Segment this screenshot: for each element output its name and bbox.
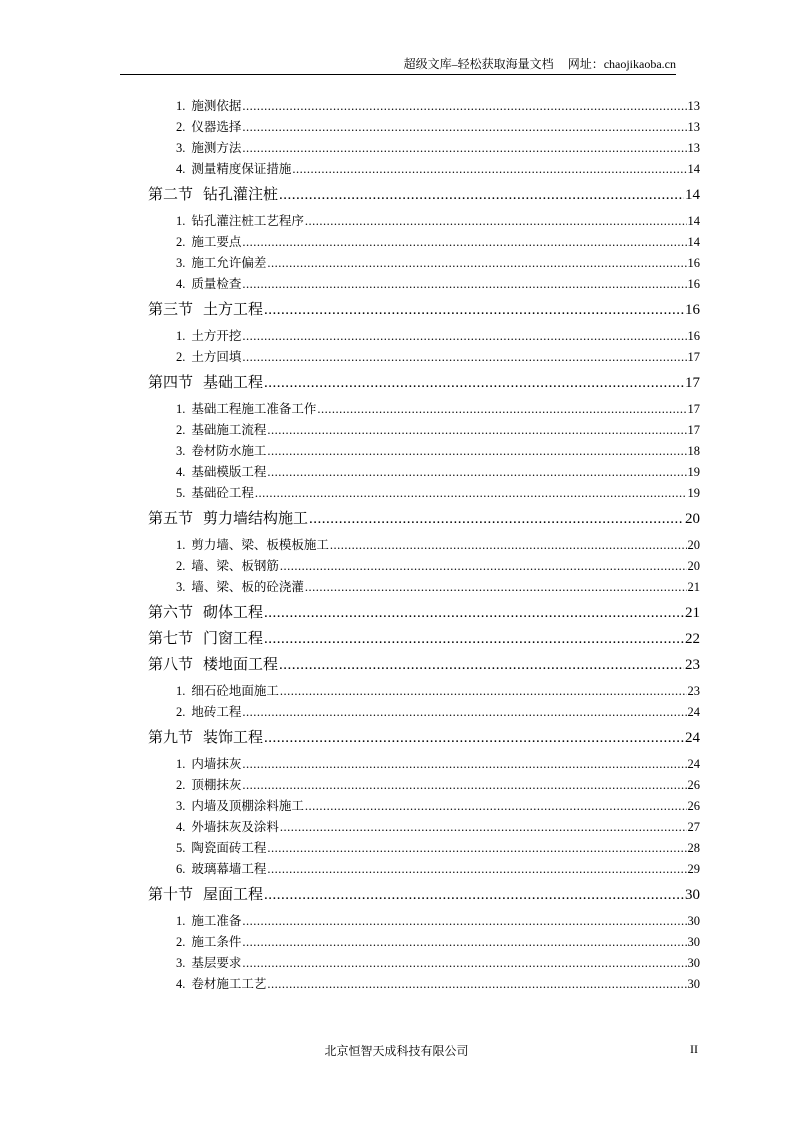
toc-entry-label: 墙、梁、板钢筋 [191, 559, 279, 573]
dot-leader [242, 138, 686, 159]
dot-leader [280, 817, 687, 838]
toc-entry-title [176, 159, 291, 180]
toc-subsection-entry[interactable] [148, 817, 700, 838]
toc-entry-label: 楼地面工程 [203, 657, 279, 673]
toc-section-entry[interactable] [148, 373, 700, 394]
toc-entry-label: 基础模版工程 [191, 465, 267, 479]
toc-section-entry[interactable] [148, 728, 700, 749]
dot-leader [267, 253, 686, 274]
toc-entry-number: 3. [176, 956, 186, 970]
dot-leader [330, 535, 687, 556]
toc-entry-page: 30 [685, 887, 700, 903]
dot-leader [279, 185, 684, 206]
dot-leader [292, 159, 686, 180]
toc-subsection-entry[interactable] [148, 462, 700, 483]
toc-entry-page: 16 [687, 277, 700, 291]
toc-subsection-entry[interactable] [148, 556, 700, 577]
toc-entry-title [176, 859, 266, 880]
toc-entry-number: 4. [176, 162, 186, 176]
toc-subsection-entry[interactable] [148, 138, 700, 159]
toc-entry-page: 23 [685, 657, 700, 673]
toc-entry-page: 19 [687, 465, 700, 479]
toc-entry-title [176, 483, 254, 504]
toc-entry-number: 2. [176, 235, 186, 249]
toc-subsection-entry[interactable] [148, 859, 700, 880]
toc-subsection-entry[interactable] [148, 274, 700, 295]
dot-leader [255, 483, 687, 504]
toc-entry-page: 14 [687, 162, 700, 176]
toc-entry-number: 1. [176, 538, 186, 552]
toc-subsection-entry[interactable] [148, 96, 700, 117]
dot-leader [242, 232, 686, 253]
dot-leader [305, 577, 687, 598]
toc-entry-title [176, 838, 266, 859]
toc-entry-title [176, 211, 304, 232]
dot-leader [264, 373, 684, 394]
dot-leader [267, 462, 686, 483]
dot-leader [267, 838, 686, 859]
toc-entry-label: 施工要点 [191, 235, 242, 249]
toc-subsection-entry[interactable] [148, 796, 700, 817]
toc-entry-number: 3. [176, 256, 186, 270]
toc-entry-label: 土方工程 [203, 302, 264, 318]
toc-entry-title [176, 796, 304, 817]
toc-entry-page: 30 [687, 914, 700, 928]
toc-entry-title [176, 326, 241, 347]
toc-entry-number: 2. [176, 559, 186, 573]
toc-entry-label: 墙、梁、板的砼浇灌 [191, 580, 304, 594]
toc-entry-title [176, 462, 266, 483]
toc-entry-number: 第六节 [148, 605, 194, 621]
dot-leader [242, 117, 686, 138]
toc-entry-page: 16 [687, 329, 700, 343]
dot-leader [309, 509, 684, 530]
toc-entry-number: 1. [176, 214, 186, 228]
toc-entry-page: 17 [687, 423, 700, 437]
dot-leader [264, 603, 684, 624]
toc-entry-page: 17 [687, 350, 700, 364]
toc-entry-label: 卷材施工工艺 [191, 977, 267, 991]
toc-entry-page: 13 [687, 99, 700, 113]
header-site: 网址：chaojikaoba.cn [567, 57, 676, 71]
toc-entry-number: 3. [176, 580, 186, 594]
dot-leader [279, 655, 684, 676]
toc-entry-page: 21 [685, 605, 700, 621]
toc-entry-page: 20 [685, 511, 700, 527]
toc-entry-number: 4. [176, 977, 186, 991]
toc-subsection-entry[interactable] [148, 253, 700, 274]
toc-subsection-entry[interactable] [148, 535, 700, 556]
dot-leader [242, 754, 686, 775]
toc-entry-page: 16 [687, 256, 700, 270]
toc-entry-label: 钻孔灌注桩 [203, 187, 279, 203]
toc-entry-label: 基础施工流程 [191, 423, 267, 437]
toc-entry-label: 基础工程施工准备工作 [191, 402, 317, 416]
dot-leader [280, 681, 687, 702]
toc-entry-title [176, 420, 266, 441]
toc-entry-label: 剪力墙结构施工 [203, 511, 309, 527]
toc-subsection-entry[interactable] [148, 211, 700, 232]
toc-subsection-entry[interactable] [148, 420, 700, 441]
toc-entry-page: 13 [687, 120, 700, 134]
toc-entry-number: 第八节 [148, 657, 194, 673]
toc-entry-title [148, 629, 263, 650]
toc-section-entry[interactable] [148, 603, 700, 624]
toc-entry-page: 17 [687, 402, 700, 416]
toc-entry-number: 4. [176, 465, 186, 479]
toc-subsection-entry[interactable] [148, 932, 700, 953]
toc-entry-page: 14 [687, 235, 700, 249]
toc-entry-number: 2. [176, 935, 186, 949]
toc-entry-title [176, 702, 241, 723]
toc-subsection-entry[interactable] [148, 911, 700, 932]
toc-entry-number: 1. [176, 914, 186, 928]
toc-entry-page: 17 [685, 375, 700, 391]
toc-subsection-entry[interactable] [148, 577, 700, 598]
toc-section-entry[interactable] [148, 629, 700, 650]
toc-entry-number: 第二节 [148, 187, 194, 203]
dot-leader [267, 974, 686, 995]
toc-entry-page: 19 [687, 486, 700, 500]
toc-section-entry[interactable] [148, 300, 700, 321]
toc-subsection-entry[interactable] [148, 838, 700, 859]
toc-entry-label: 顶棚抹灰 [191, 778, 242, 792]
toc-entry-label: 屋面工程 [203, 887, 264, 903]
toc-entry-page: 20 [687, 538, 700, 552]
toc-entry-page: 24 [687, 757, 700, 771]
toc-entry-page: 22 [685, 631, 700, 647]
toc-entry-title [176, 274, 241, 295]
toc-entry-page: 16 [685, 302, 700, 318]
toc-entry-title [176, 953, 241, 974]
toc-entry-page: 29 [687, 862, 700, 876]
toc-section-entry[interactable] [148, 885, 700, 906]
toc-entry-page: 26 [687, 799, 700, 813]
toc-entry-page: 14 [687, 214, 700, 228]
toc-entry-label: 基层要求 [191, 956, 242, 970]
toc-entry-number: 4. [176, 820, 186, 834]
toc-entry-title [176, 138, 241, 159]
toc-entry-title [176, 441, 266, 462]
toc-entry-label: 施测依据 [191, 99, 242, 113]
toc-entry-label: 门窗工程 [203, 631, 264, 647]
toc-entry-label: 钻孔灌注桩工艺程序 [191, 214, 304, 228]
toc-entry-label: 外墙抹灰及涂料 [191, 820, 279, 834]
toc-subsection-entry[interactable] [148, 441, 700, 462]
toc-entry-label: 基础砼工程 [191, 486, 254, 500]
footer-company: 北京恒智天成科技有限公司 [324, 1044, 469, 1058]
dot-leader [267, 859, 686, 880]
toc-entry-number: 3. [176, 141, 186, 155]
toc-entry-title [148, 885, 263, 906]
toc-entry-number: 1. [176, 757, 186, 771]
toc-entry-title [176, 253, 266, 274]
toc-entry-number: 第七节 [148, 631, 194, 647]
toc-entry-title [148, 655, 278, 676]
toc-entry-number: 2. [176, 350, 186, 364]
toc-entry-title [176, 974, 266, 995]
toc-entry-number: 2. [176, 423, 186, 437]
toc-entry-number: 第四节 [148, 375, 194, 391]
toc-entry-title [148, 509, 308, 530]
toc-entry-number: 第五节 [148, 511, 194, 527]
dot-leader [242, 953, 686, 974]
toc-subsection-entry[interactable] [148, 775, 700, 796]
toc-subsection-entry[interactable] [148, 681, 700, 702]
toc-entry-number: 1. [176, 684, 186, 698]
toc-entry-title [148, 300, 263, 321]
toc-entry-number: 第三节 [148, 302, 194, 318]
toc-subsection-entry[interactable] [148, 399, 700, 420]
dot-leader [264, 728, 684, 749]
toc-entry-label: 施工条件 [191, 935, 242, 949]
toc-section-entry[interactable] [148, 185, 700, 206]
toc-entry-number: 5. [176, 841, 186, 855]
toc-entry-title [176, 399, 316, 420]
toc-entry-title [176, 535, 329, 556]
toc-entry-title [176, 754, 241, 775]
toc-entry-number: 2. [176, 120, 186, 134]
toc-entry-label: 内墙及顶棚涂料施工 [191, 799, 304, 813]
dot-leader [242, 932, 686, 953]
toc-entry-page: 30 [687, 977, 700, 991]
toc-subsection-entry[interactable] [148, 159, 700, 180]
toc-entry-label: 仪器选择 [191, 120, 242, 134]
toc-subsection-entry[interactable] [148, 117, 700, 138]
toc-entry-page: 30 [687, 956, 700, 970]
toc-entry-title [176, 556, 279, 577]
toc-entry-number: 6. [176, 862, 186, 876]
dot-leader [242, 775, 686, 796]
toc-entry-title [176, 817, 279, 838]
toc-entry-title [176, 681, 279, 702]
toc-entry-label: 测量精度保证措施 [191, 162, 292, 176]
toc-entry-label: 施测方法 [191, 141, 242, 155]
toc-entry-label: 土方开挖 [191, 329, 242, 343]
toc-entry-label: 细石砼地面施工 [191, 684, 279, 698]
toc-entry-title [176, 775, 241, 796]
toc-entry-label: 基础工程 [203, 375, 264, 391]
dot-leader [267, 420, 686, 441]
toc-entry-label: 玻璃幕墙工程 [191, 862, 267, 876]
toc-entry-page: 27 [687, 820, 700, 834]
page-header [120, 56, 676, 75]
toc-entry-page: 18 [687, 444, 700, 458]
toc-entry-label: 地砖工程 [191, 705, 242, 719]
toc-entry-title [148, 373, 263, 394]
toc-entry-number: 2. [176, 705, 186, 719]
toc-entry-page: 30 [687, 935, 700, 949]
toc-entry-page: 20 [687, 559, 700, 573]
dot-leader [317, 399, 686, 420]
toc-subsection-entry[interactable] [148, 702, 700, 723]
toc-entry-number: 第九节 [148, 730, 194, 746]
toc-entry-page: 28 [687, 841, 700, 855]
toc-entry-title [176, 232, 241, 253]
toc-subsection-entry[interactable] [148, 232, 700, 253]
toc-entry-number: 3. [176, 444, 186, 458]
toc-entry-page: 24 [685, 730, 700, 746]
toc-subsection-entry[interactable] [148, 974, 700, 995]
toc-entry-number: 3. [176, 799, 186, 813]
table-of-contents [148, 96, 700, 995]
toc-entry-number: 1. [176, 402, 186, 416]
toc-entry-page: 13 [687, 141, 700, 155]
toc-entry-number: 5. [176, 486, 186, 500]
toc-entry-label: 内墙抹灰 [191, 757, 242, 771]
toc-entry-label: 砌体工程 [203, 605, 264, 621]
dot-leader [242, 326, 686, 347]
toc-subsection-entry[interactable] [148, 483, 700, 504]
toc-entry-title [176, 577, 304, 598]
dot-leader [305, 211, 687, 232]
toc-entry-label: 施工准备 [191, 914, 242, 928]
dot-leader [264, 629, 684, 650]
toc-entry-label: 土方回填 [191, 350, 242, 364]
toc-entry-number: 1. [176, 329, 186, 343]
dot-leader [267, 441, 686, 462]
dot-leader [264, 300, 684, 321]
dot-leader [242, 274, 686, 295]
footer-page-number: II [690, 1042, 698, 1056]
toc-section-entry[interactable] [148, 655, 700, 676]
toc-subsection-entry[interactable] [148, 754, 700, 775]
toc-entry-title [148, 603, 263, 624]
toc-subsection-entry[interactable] [148, 347, 700, 368]
toc-entry-title [176, 911, 241, 932]
toc-entry-label: 陶瓷面砖工程 [191, 841, 267, 855]
toc-entry-page: 14 [685, 187, 700, 203]
toc-subsection-entry[interactable] [148, 326, 700, 347]
toc-entry-title [148, 185, 278, 206]
dot-leader [280, 556, 687, 577]
toc-entry-page: 21 [687, 580, 700, 594]
toc-section-entry[interactable] [148, 509, 700, 530]
toc-entry-label: 卷材防水施工 [191, 444, 267, 458]
dot-leader [264, 885, 684, 906]
dot-leader [305, 796, 687, 817]
toc-entry-title [176, 932, 241, 953]
dot-leader [242, 347, 686, 368]
dot-leader [242, 96, 686, 117]
toc-entry-label: 装饰工程 [203, 730, 264, 746]
toc-entry-title [176, 96, 241, 117]
toc-entry-page: 23 [687, 684, 700, 698]
toc-entry-title [176, 347, 241, 368]
toc-entry-title [176, 117, 241, 138]
dot-leader [242, 702, 686, 723]
toc-entry-number: 第十节 [148, 887, 194, 903]
header-title: 超级文库–轻松获取海量文档 [403, 57, 554, 71]
toc-entry-number: 2. [176, 778, 186, 792]
toc-entry-page: 24 [687, 705, 700, 719]
dot-leader [242, 911, 686, 932]
toc-entry-title [148, 728, 263, 749]
toc-entry-label: 施工允许偏差 [191, 256, 267, 270]
toc-entry-page: 26 [687, 778, 700, 792]
toc-subsection-entry[interactable] [148, 953, 700, 974]
toc-entry-number: 4. [176, 277, 186, 291]
toc-entry-label: 质量检查 [191, 277, 242, 291]
toc-entry-label: 剪力墙、梁、板模板施工 [191, 538, 329, 552]
toc-entry-number: 1. [176, 99, 186, 113]
